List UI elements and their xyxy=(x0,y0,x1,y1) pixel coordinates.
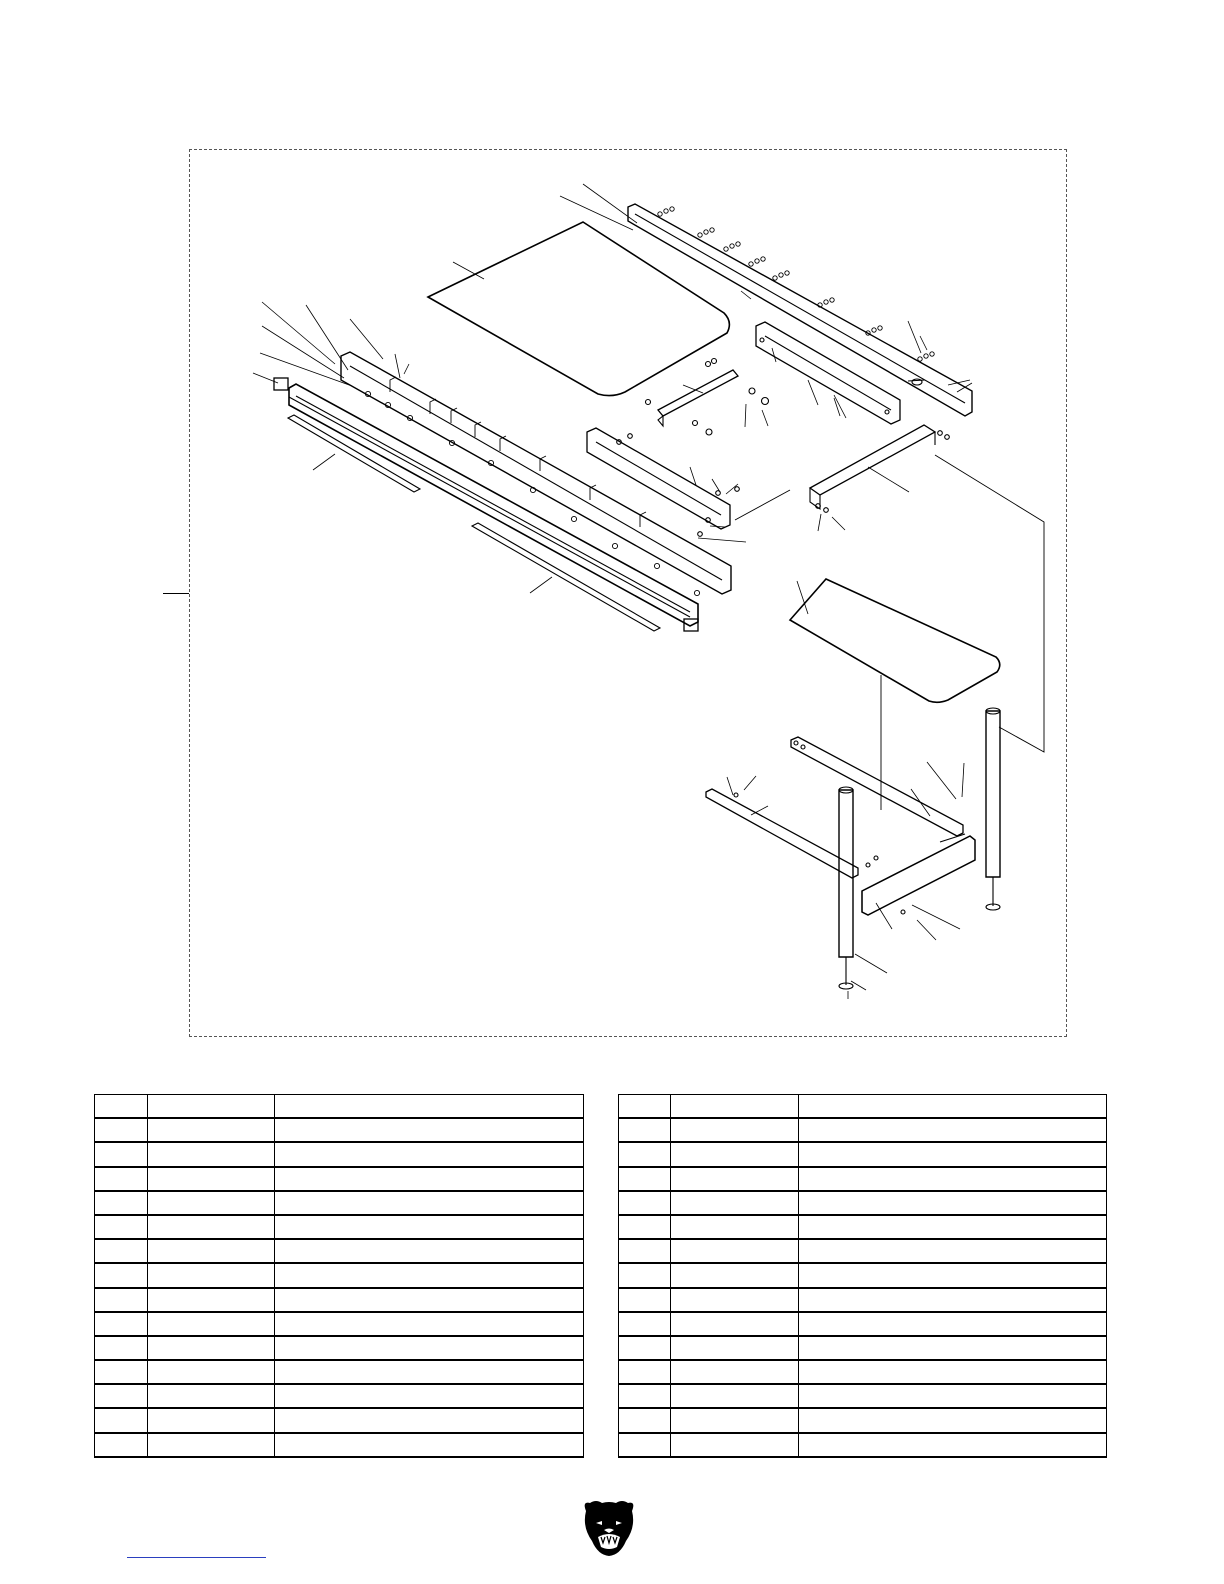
table-row xyxy=(95,1167,584,1191)
table-row xyxy=(619,1433,1107,1457)
description-cell xyxy=(799,1433,1107,1457)
footer-link[interactable] xyxy=(127,1557,266,1558)
description-cell xyxy=(275,1215,584,1239)
middle-bracket xyxy=(587,428,739,536)
grizzly-bear-logo xyxy=(580,1497,638,1557)
ref-cell xyxy=(619,1239,671,1263)
description-cell xyxy=(799,1408,1107,1432)
description-cell xyxy=(799,1118,1107,1142)
part-number-cell xyxy=(148,1288,275,1312)
ref-cell xyxy=(619,1142,671,1166)
part-number-cell xyxy=(148,1312,275,1336)
description-cell xyxy=(799,1215,1107,1239)
description-cell xyxy=(275,1433,584,1457)
part-number-cell xyxy=(671,1239,799,1263)
table-row xyxy=(95,1142,584,1166)
part-number-cell xyxy=(148,1360,275,1384)
description-cell xyxy=(799,1312,1107,1336)
description-cell xyxy=(799,1288,1107,1312)
ref-cell xyxy=(619,1408,671,1432)
description-cell xyxy=(275,1288,584,1312)
table-row xyxy=(95,1360,584,1384)
description-cell xyxy=(275,1312,584,1336)
front-rail xyxy=(341,352,731,594)
stand-leg-front xyxy=(839,787,853,989)
ref-cell xyxy=(619,1433,671,1457)
front-extension-bar xyxy=(274,378,698,631)
parts-list-right-body xyxy=(619,1095,1107,1457)
part-number-cell xyxy=(148,1095,275,1119)
part-number-cell xyxy=(148,1118,275,1142)
table-row xyxy=(619,1263,1107,1287)
table-row xyxy=(95,1336,584,1360)
ref-cell xyxy=(95,1433,148,1457)
description-cell xyxy=(275,1167,584,1191)
parts-list-left xyxy=(94,1094,584,1458)
stand-rail-rear xyxy=(791,737,963,836)
ref-cell xyxy=(95,1288,148,1312)
table-row xyxy=(619,1408,1107,1432)
description-cell xyxy=(275,1263,584,1287)
ref-cell xyxy=(619,1288,671,1312)
description-cell xyxy=(799,1384,1107,1408)
ref-cell xyxy=(95,1118,148,1142)
part-number-cell xyxy=(671,1095,799,1119)
table-row xyxy=(95,1384,584,1408)
ref-cell xyxy=(95,1167,148,1191)
part-number-cell xyxy=(671,1215,799,1239)
parts-list-right xyxy=(618,1094,1107,1458)
side-bracket xyxy=(810,425,949,512)
table-row xyxy=(619,1095,1107,1119)
part-number-cell xyxy=(671,1408,799,1432)
table-row xyxy=(95,1408,584,1432)
description-cell xyxy=(275,1384,584,1408)
rear-rail-bolts xyxy=(658,207,934,361)
table-row xyxy=(619,1191,1107,1215)
part-number-cell xyxy=(671,1142,799,1166)
part-number-cell xyxy=(671,1360,799,1384)
part-number-cell xyxy=(671,1312,799,1336)
table-row xyxy=(619,1360,1107,1384)
strip-long xyxy=(472,523,660,631)
table-row xyxy=(619,1167,1107,1191)
ref-cell xyxy=(95,1142,148,1166)
table-row xyxy=(95,1239,584,1263)
description-cell xyxy=(799,1095,1107,1119)
stand-rail-front xyxy=(706,789,858,878)
part-number-cell xyxy=(671,1263,799,1287)
description-cell xyxy=(275,1118,584,1142)
part-number-cell xyxy=(671,1288,799,1312)
description-cell xyxy=(275,1408,584,1432)
table-row xyxy=(95,1433,584,1457)
ref-cell xyxy=(95,1408,148,1432)
table-row xyxy=(95,1095,584,1119)
description-cell xyxy=(275,1095,584,1119)
stand-leg-rear xyxy=(986,708,1000,910)
rear-rail xyxy=(628,204,972,416)
ref-cell xyxy=(619,1215,671,1239)
description-cell xyxy=(799,1167,1107,1191)
description-cell xyxy=(799,1191,1107,1215)
ref-cell xyxy=(95,1239,148,1263)
description-cell xyxy=(275,1360,584,1384)
ref-cell xyxy=(619,1312,671,1336)
ref-cell xyxy=(95,1263,148,1287)
table-row xyxy=(619,1336,1107,1360)
callout-leaders xyxy=(253,184,972,999)
part-number-cell xyxy=(148,1336,275,1360)
description-cell xyxy=(799,1360,1107,1384)
part-number-cell xyxy=(148,1191,275,1215)
ref-cell xyxy=(95,1384,148,1408)
stand-crossbar xyxy=(862,834,975,915)
assembly-lines xyxy=(735,455,1044,810)
table-row xyxy=(619,1215,1107,1239)
ref-cell xyxy=(619,1336,671,1360)
description-cell xyxy=(275,1142,584,1166)
table-row xyxy=(95,1263,584,1287)
description-cell xyxy=(799,1239,1107,1263)
table-row xyxy=(619,1239,1107,1263)
ref-cell xyxy=(619,1118,671,1142)
table-row xyxy=(619,1142,1107,1166)
ref-cell xyxy=(95,1336,148,1360)
main-table-top xyxy=(428,222,729,396)
part-number-cell xyxy=(148,1263,275,1287)
description-cell xyxy=(799,1263,1107,1287)
description-cell xyxy=(799,1336,1107,1360)
ref-cell xyxy=(95,1312,148,1336)
table-row xyxy=(95,1288,584,1312)
table-row xyxy=(95,1191,584,1215)
table-row xyxy=(95,1215,584,1239)
table-row xyxy=(619,1384,1107,1408)
part-number-cell xyxy=(671,1433,799,1457)
part-number-cell xyxy=(148,1142,275,1166)
part-number-cell xyxy=(671,1167,799,1191)
ref-cell xyxy=(95,1215,148,1239)
description-cell xyxy=(275,1239,584,1263)
part-number-cell xyxy=(671,1384,799,1408)
parts-list-left-body xyxy=(95,1095,584,1457)
ref-cell xyxy=(95,1191,148,1215)
table-row xyxy=(619,1312,1107,1336)
table-row xyxy=(95,1118,584,1142)
part-number-cell xyxy=(671,1191,799,1215)
part-number-cell xyxy=(671,1336,799,1360)
part-number-cell xyxy=(148,1384,275,1408)
table-row xyxy=(95,1312,584,1336)
table-row xyxy=(619,1288,1107,1312)
ref-cell xyxy=(619,1167,671,1191)
part-number-cell xyxy=(148,1239,275,1263)
ref-cell xyxy=(95,1360,148,1384)
ref-cell xyxy=(619,1263,671,1287)
description-cell xyxy=(799,1142,1107,1166)
part-number-cell xyxy=(148,1408,275,1432)
ref-cell xyxy=(619,1384,671,1408)
ref-cell xyxy=(619,1191,671,1215)
part-number-cell xyxy=(671,1118,799,1142)
part-number-cell xyxy=(148,1433,275,1457)
ref-cell xyxy=(619,1360,671,1384)
lower-table-top xyxy=(790,579,1000,702)
ref-cell xyxy=(619,1095,671,1119)
ref-cell xyxy=(95,1095,148,1119)
table-row xyxy=(619,1118,1107,1142)
part-number-cell xyxy=(148,1215,275,1239)
description-cell xyxy=(275,1191,584,1215)
description-cell xyxy=(275,1336,584,1360)
part-number-cell xyxy=(148,1167,275,1191)
